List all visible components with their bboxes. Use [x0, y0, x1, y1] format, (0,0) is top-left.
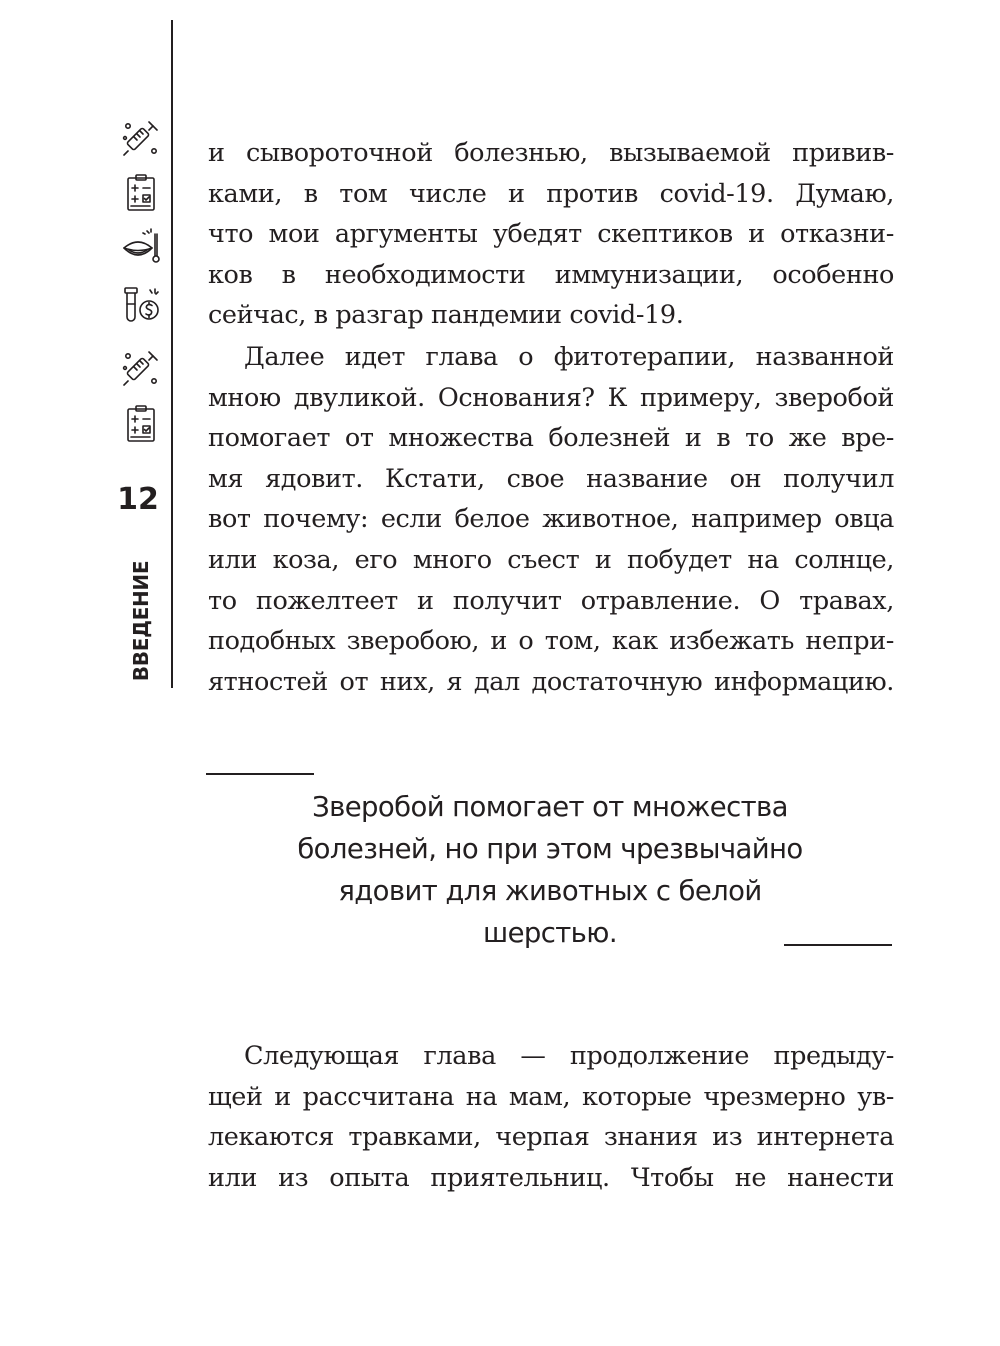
- text-line: Далее идет глава о фитотерапии, названной: [244, 342, 894, 372]
- text-line: ками, в том числе и против covid-19. Думаю,: [208, 178, 894, 209]
- text-line: лекаются травками, черпая знания из интернета: [208, 1122, 894, 1153]
- margin-rule: [171, 20, 173, 688]
- text-line: ков в необходимости иммунизации, особенно: [208, 259, 894, 290]
- pull-quote-line: болезней, но при этом чрезвычайно: [297, 833, 803, 865]
- test-tube-dollar-icon: [119, 284, 163, 328]
- text-line: щей и рассчитана на мам, которые чрезмерно ув-: [208, 1081, 894, 1112]
- text-line: или из опыта приятельниц. Чтобы не нанести: [208, 1162, 894, 1193]
- pull-quote: [240, 786, 860, 954]
- text-line: или коза, его много съест и побудет на солнце,: [208, 544, 894, 575]
- pull-quote-line: Зверобой помогает от множества: [312, 791, 788, 823]
- text-line: помогает от множества болезней и в то же вре-: [208, 423, 894, 454]
- pull-quote-rule-top: [206, 773, 314, 775]
- paragraph-3: [208, 1036, 894, 1198]
- running-head: ВВЕДЕНИЕ: [129, 560, 153, 682]
- text-line: сейчас, в разгар пандемии covid-19.: [208, 300, 684, 331]
- text-line: мною двуликой. Основания? К примеру, зверобой: [208, 382, 894, 413]
- medical-chart-icon: [119, 402, 163, 446]
- pull-quote-rule-bottom: [784, 944, 892, 946]
- text-line: что мои аргументы убедят скептиков и отказни-: [208, 219, 894, 250]
- text-line: вот почему: если белое животное, например овца: [208, 504, 894, 535]
- page-number: 12: [117, 482, 159, 517]
- text-line: Следующая глава — продолжение предыду-: [244, 1041, 894, 1071]
- text-line: и сывороточной болезнью, вызываемой привив-: [208, 138, 894, 168]
- vaccine-syringe-icon: [119, 116, 163, 160]
- medical-chart-icon: [119, 171, 163, 215]
- text-line: то пожелтеет и получит отравление. О травах,: [208, 585, 894, 616]
- mouth-thermometer-icon: [119, 226, 163, 270]
- paragraph-1: [208, 133, 894, 336]
- pull-quote-line: шерстью.: [483, 917, 617, 949]
- vaccine-syringe-icon: [119, 346, 163, 390]
- text-line: ятностей от них, я дал достаточную информацию.: [208, 666, 894, 697]
- paragraph-2: [208, 337, 894, 702]
- pull-quote-line: ядовит для животных с белой: [338, 875, 762, 907]
- text-line: подобных зверобою, и о том, как избежать непри-: [208, 626, 894, 657]
- text-line: мя ядовит. Кстати, свое название он получил: [208, 463, 894, 494]
